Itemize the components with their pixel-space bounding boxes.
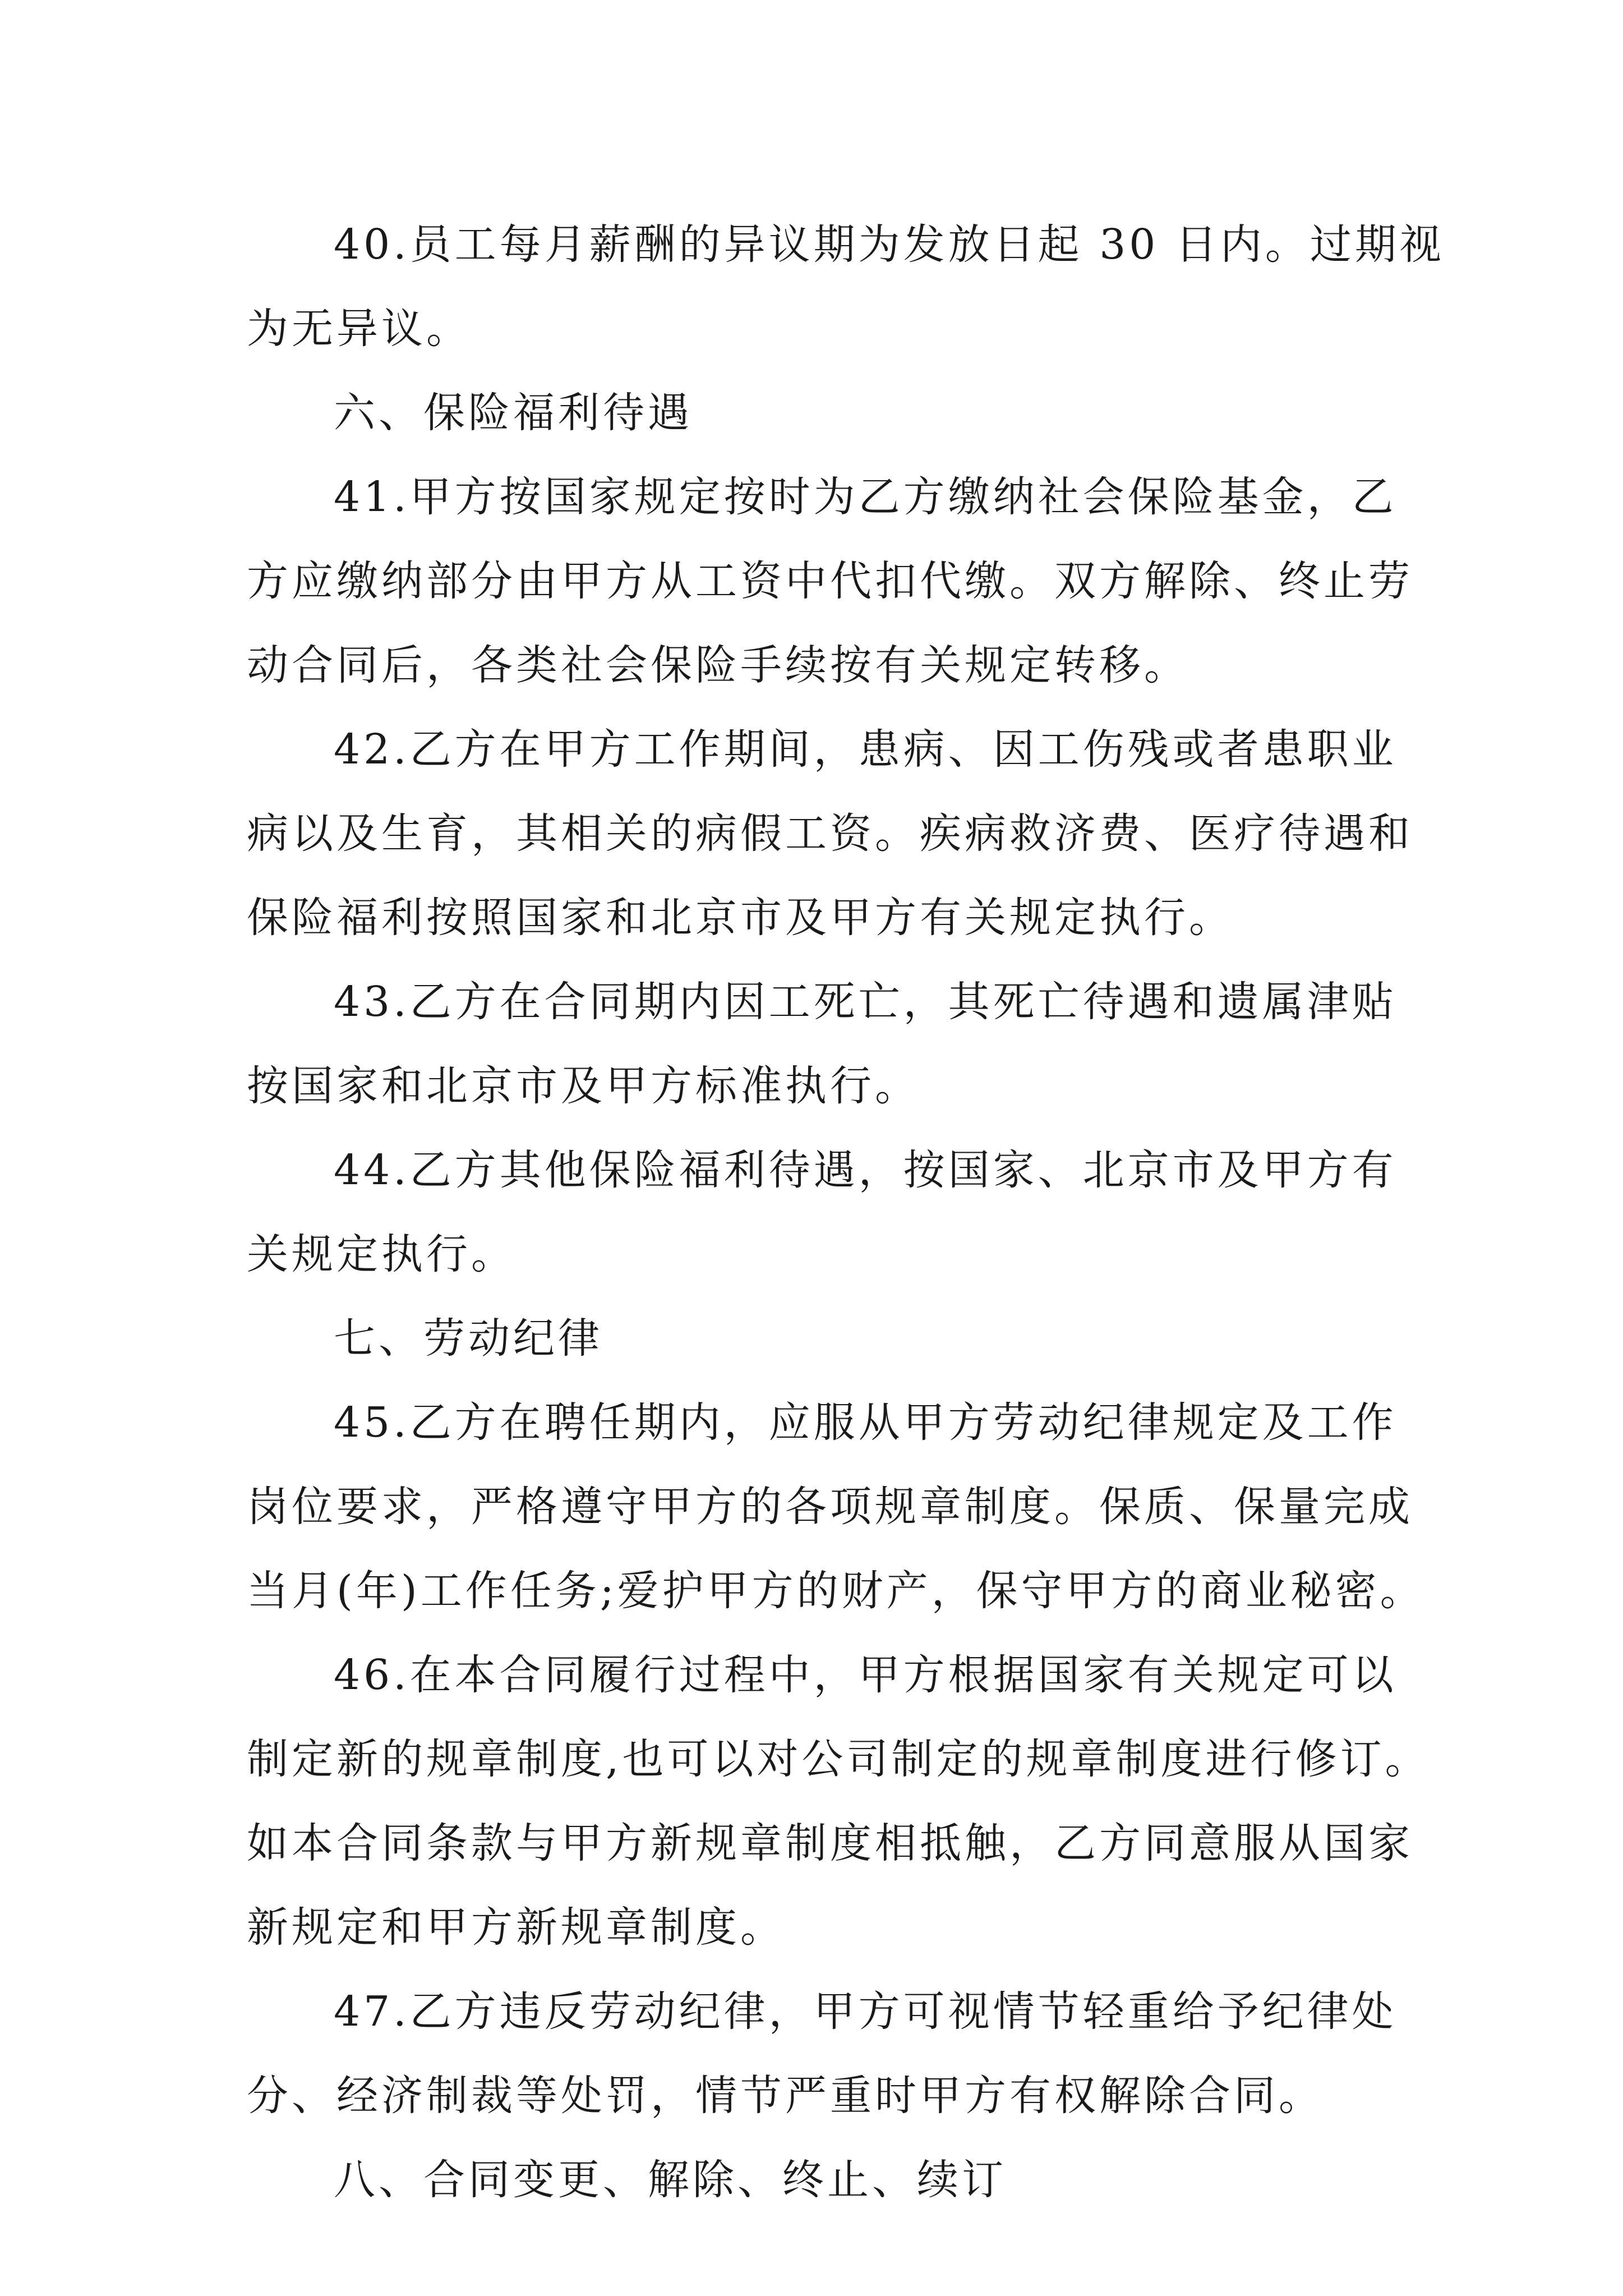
section-heading-7: 七、劳动纪律: [334, 1314, 603, 1363]
paragraph-42-line-2: 病以及生育，其相关的病假工资。疾病救济费、医疗待遇和: [247, 809, 1413, 858]
paragraph-47-line-2: 分、经济制裁等处罚，情节严重时甲方有权解除合同。: [247, 2072, 1324, 2120]
paragraph-40-line-2: 为无异议。: [247, 305, 471, 353]
paragraph-46-line-1: 46.在本合同履行过程中，甲方根据国家有关规定可以: [334, 1651, 1397, 1699]
paragraph-40-line-1: 40.员工每月薪酬的异议期为发放日起 30 日内。过期视: [334, 220, 1445, 269]
paragraph-47-line-1: 47.乙方违反劳动纪律，甲方可视情节轻重给予纪律处: [334, 1987, 1397, 2036]
paragraph-46-line-4: 新规定和甲方新规章制度。: [247, 1903, 785, 1952]
paragraph-43-line-2: 按国家和北京市及甲方标准执行。: [247, 1062, 920, 1110]
paragraph-44-line-2: 关规定执行。: [247, 1230, 516, 1278]
section-heading-8: 八、合同变更、解除、终止、续订: [334, 2156, 1007, 2204]
paragraph-45-line-1: 45.乙方在聘任期内，应服从甲方劳动纪律规定及工作: [334, 1398, 1397, 1447]
paragraph-42-line-3: 保险福利按照国家和北京市及甲方有关规定执行。: [247, 894, 1234, 942]
paragraph-46-line-2: 制定新的规章制度,也可以对公司制定的规章制度进行修订。: [247, 1735, 1430, 1783]
paragraph-41-line-3: 动合同后，各类社会保险手续按有关规定转移。: [247, 641, 1189, 689]
paragraph-41-line-1: 41.甲方按国家规定按时为乙方缴纳社会保险基金，乙: [334, 473, 1397, 521]
paragraph-43-line-1: 43.乙方在合同期内因工死亡，其死亡待遇和遗属津贴: [334, 978, 1397, 1026]
paragraph-42-line-1: 42.乙方在甲方工作期间，患病、因工伤残或者患职业: [334, 725, 1397, 774]
paragraph-45-line-3: 当月(年)工作任务;爱护甲方的财产，保守甲方的商业秘密。: [247, 1567, 1425, 1615]
paragraph-41-line-2: 方应缴纳部分由甲方从工资中代扣代缴。双方解除、终止劳: [247, 557, 1413, 605]
paragraph-45-line-2: 岗位要求，严格遵守甲方的各项规章制度。保质、保量完成: [247, 1483, 1413, 1531]
section-heading-6: 六、保险福利待遇: [334, 389, 693, 437]
paragraph-44-line-1: 44.乙方其他保险福利待遇，按国家、北京市及甲方有: [334, 1146, 1397, 1194]
paragraph-46-line-3: 如本合同条款与甲方新规章制度相抵触，乙方同意服从国家: [247, 1819, 1413, 1867]
